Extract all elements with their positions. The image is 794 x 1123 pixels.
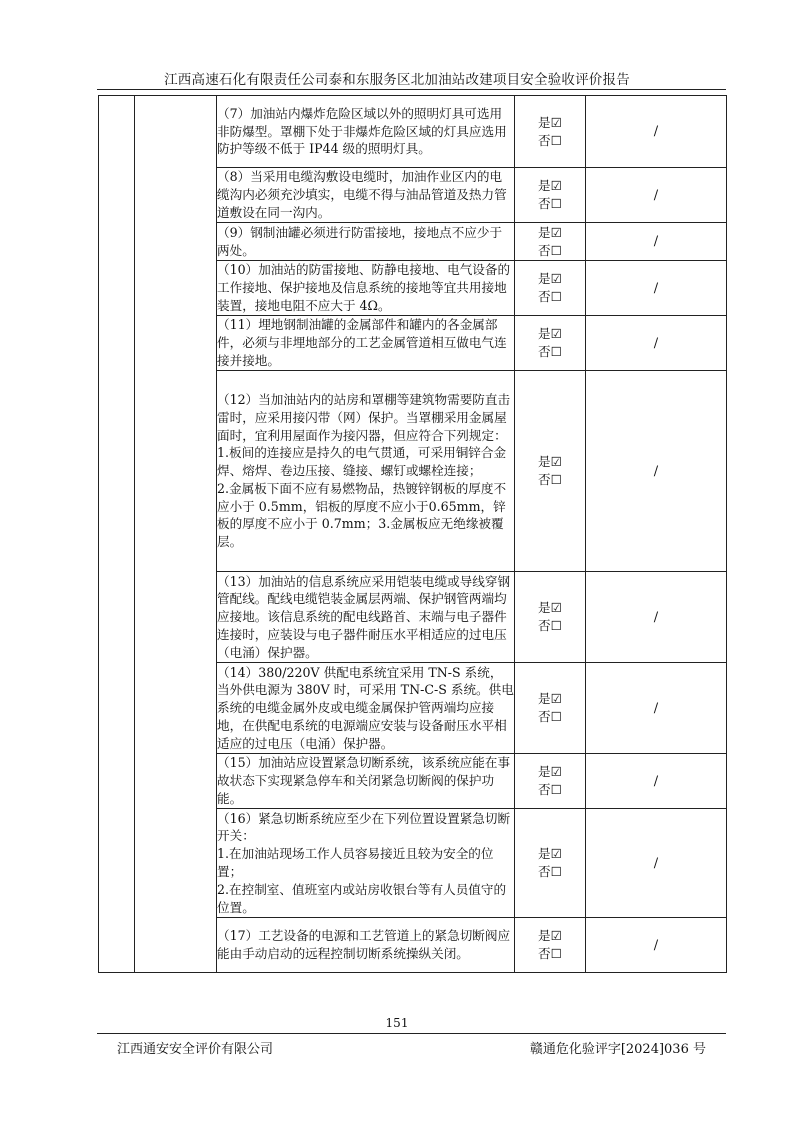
requirement-text: （11）埋地钢制油罐的金属部件和罐内的各金属部件，必须与非埋地部分的工艺金属管道相互做电气连接并接地。 xyxy=(217,316,515,371)
no-checkbox[interactable]: 否☐ xyxy=(538,242,562,258)
result-cell: / xyxy=(586,371,727,572)
page-number: 151 xyxy=(385,1016,409,1030)
yes-checkbox[interactable]: 是☑ xyxy=(538,178,562,193)
category-cell xyxy=(99,96,135,973)
table-row xyxy=(99,96,727,168)
result-cell: / xyxy=(586,168,727,223)
yes-checkbox[interactable]: 是☑ xyxy=(538,600,562,615)
compliance-check xyxy=(515,918,586,973)
footer-doc-number: 赣通危化验评字[2024]036 号 xyxy=(529,1042,706,1057)
no-checkbox[interactable]: 否☐ xyxy=(538,618,562,633)
yes-checkbox[interactable]: 是☑ xyxy=(538,928,562,943)
requirement-text: （7）加油站内爆炸危险区域以外的照明灯具可选用非防爆型。罩棚下处于非爆炸危险区域的灯具应选用防护等级不低于 IP44 级的照明灯具。 xyxy=(217,96,515,168)
no-checkbox[interactable]: 否☐ xyxy=(538,782,562,797)
no-checkbox[interactable]: 否☐ xyxy=(538,196,562,211)
yes-checkbox[interactable]: 是☑ xyxy=(538,271,562,286)
yes-checkbox[interactable]: 是☑ xyxy=(538,114,562,130)
requirement-text: （8）当采用电缆沟敷设电缆时，加油作业区内的电缆沟内必须充沙填实，电缆不得与油品管道及热力管道敷设在同一沟内。 xyxy=(217,168,515,223)
compliance-check xyxy=(515,754,586,809)
no-checkbox[interactable]: 否☐ xyxy=(538,709,562,724)
result-cell: / xyxy=(586,223,727,261)
result-cell: / xyxy=(586,809,727,918)
result-cell: / xyxy=(586,663,727,754)
yes-checkbox[interactable]: 是☑ xyxy=(538,691,562,706)
result-cell: / xyxy=(586,572,727,663)
result-cell: / xyxy=(586,754,727,809)
requirement-text: （14）380/220V 供配电系统宜采用 TN-S 系统，当外供电源为 380V 时，可采用 TN-C-S 系统。供电系统的电缆金属外皮或电缆金属保护管两端均应接地，在供配电系统的电源端应安装与设备耐压水平相适应的过电压（电涌）保护器。 xyxy=(217,663,515,754)
no-checkbox[interactable]: 否☐ xyxy=(538,864,562,879)
inspection-table xyxy=(98,95,727,973)
compliance-check xyxy=(515,371,586,572)
yes-checkbox[interactable]: 是☑ xyxy=(538,764,562,779)
requirement-text: （17）工艺设备的电源和工艺管道上的紧急切断阀应能由手动启动的远程控制切断系统操纵关闭。 xyxy=(217,918,515,973)
footer-divider xyxy=(97,1033,726,1034)
requirement-text: （9）钢制油罐必须进行防雷接地，接地点不应少于两处。 xyxy=(217,223,515,261)
compliance-check xyxy=(515,572,586,663)
requirement-text: （15）加油站应设置紧急切断系统，该系统应能在事故状态下实现紧急停车和关闭紧急切断阀的保护功能。 xyxy=(217,754,515,809)
header-divider xyxy=(97,89,726,90)
requirement-text: （12）当加油站内的站房和罩棚等建筑物需要防直击雷时，应采用接闪带（网）保护。当罩棚采用金属屋面时，宜利用屋面作为接闪器，但应符合下列规定： 1.板间的连接应是持久的电气贯通，可采用铜锌合金焊、熔焊、卷边压接、缝接、螺钉或螺栓连接； 2.金属板下面不应有易燃物品，热镀锌钢板的厚度不应小于 0.5mm，铝板的厚度不应小于0.65mm，锌板的厚度不应小于 0.7mm；3.金属板应无绝缘被覆层。 xyxy=(217,371,515,572)
item-cell xyxy=(135,96,217,973)
no-checkbox[interactable]: 否☐ xyxy=(538,344,562,359)
requirement-text: （16）紧急切断系统应至少在下列位置设置紧急切断开关： 1.在加油站现场工作人员容易接近且较为安全的位置； 2.在控制室、值班室内或站房收银台等有人员值守的位置。 xyxy=(217,809,515,918)
requirement-text: （13）加油站的信息系统应采用铠装电缆或导线穿钢管配线。配线电缆铠装金属层两端、保护钢管两端均应接地。该信息系统的配电线路首、末端与电子器件连接时，应装设与电子器件耐压水平相适应的过电压（电涌）保护器。 xyxy=(217,572,515,663)
compliance-check xyxy=(515,809,586,918)
compliance-check xyxy=(515,96,586,168)
compliance-check xyxy=(515,261,586,316)
result-cell: / xyxy=(586,316,727,371)
yes-checkbox[interactable]: 是☑ xyxy=(538,454,562,469)
compliance-check xyxy=(515,223,586,261)
compliance-check xyxy=(515,168,586,223)
yes-checkbox[interactable]: 是☑ xyxy=(538,846,562,861)
result-cell: / xyxy=(586,261,727,316)
yes-checkbox[interactable]: 是☑ xyxy=(538,326,562,341)
requirement-text: （10）加油站的防雷接地、防静电接地、电气设备的工作接地、保护接地及信息系统的接地等宜共用接地装置，接地电阻不应大于 4Ω。 xyxy=(217,261,515,316)
no-checkbox[interactable]: 否☐ xyxy=(538,132,562,148)
no-checkbox[interactable]: 否☐ xyxy=(538,946,562,961)
result-cell: / xyxy=(586,918,727,973)
result-cell: / xyxy=(586,96,727,168)
footer-company: 江西通安安全评价有限公司 xyxy=(117,1042,274,1057)
compliance-check xyxy=(515,316,586,371)
no-checkbox[interactable]: 否☐ xyxy=(538,472,562,487)
compliance-check xyxy=(515,663,586,754)
yes-checkbox[interactable]: 是☑ xyxy=(538,224,562,240)
no-checkbox[interactable]: 否☐ xyxy=(538,289,562,304)
report-header-title: 江西高速石化有限责任公司泰和东服务区北加油站改建项目安全验收评价报告 xyxy=(164,72,630,88)
